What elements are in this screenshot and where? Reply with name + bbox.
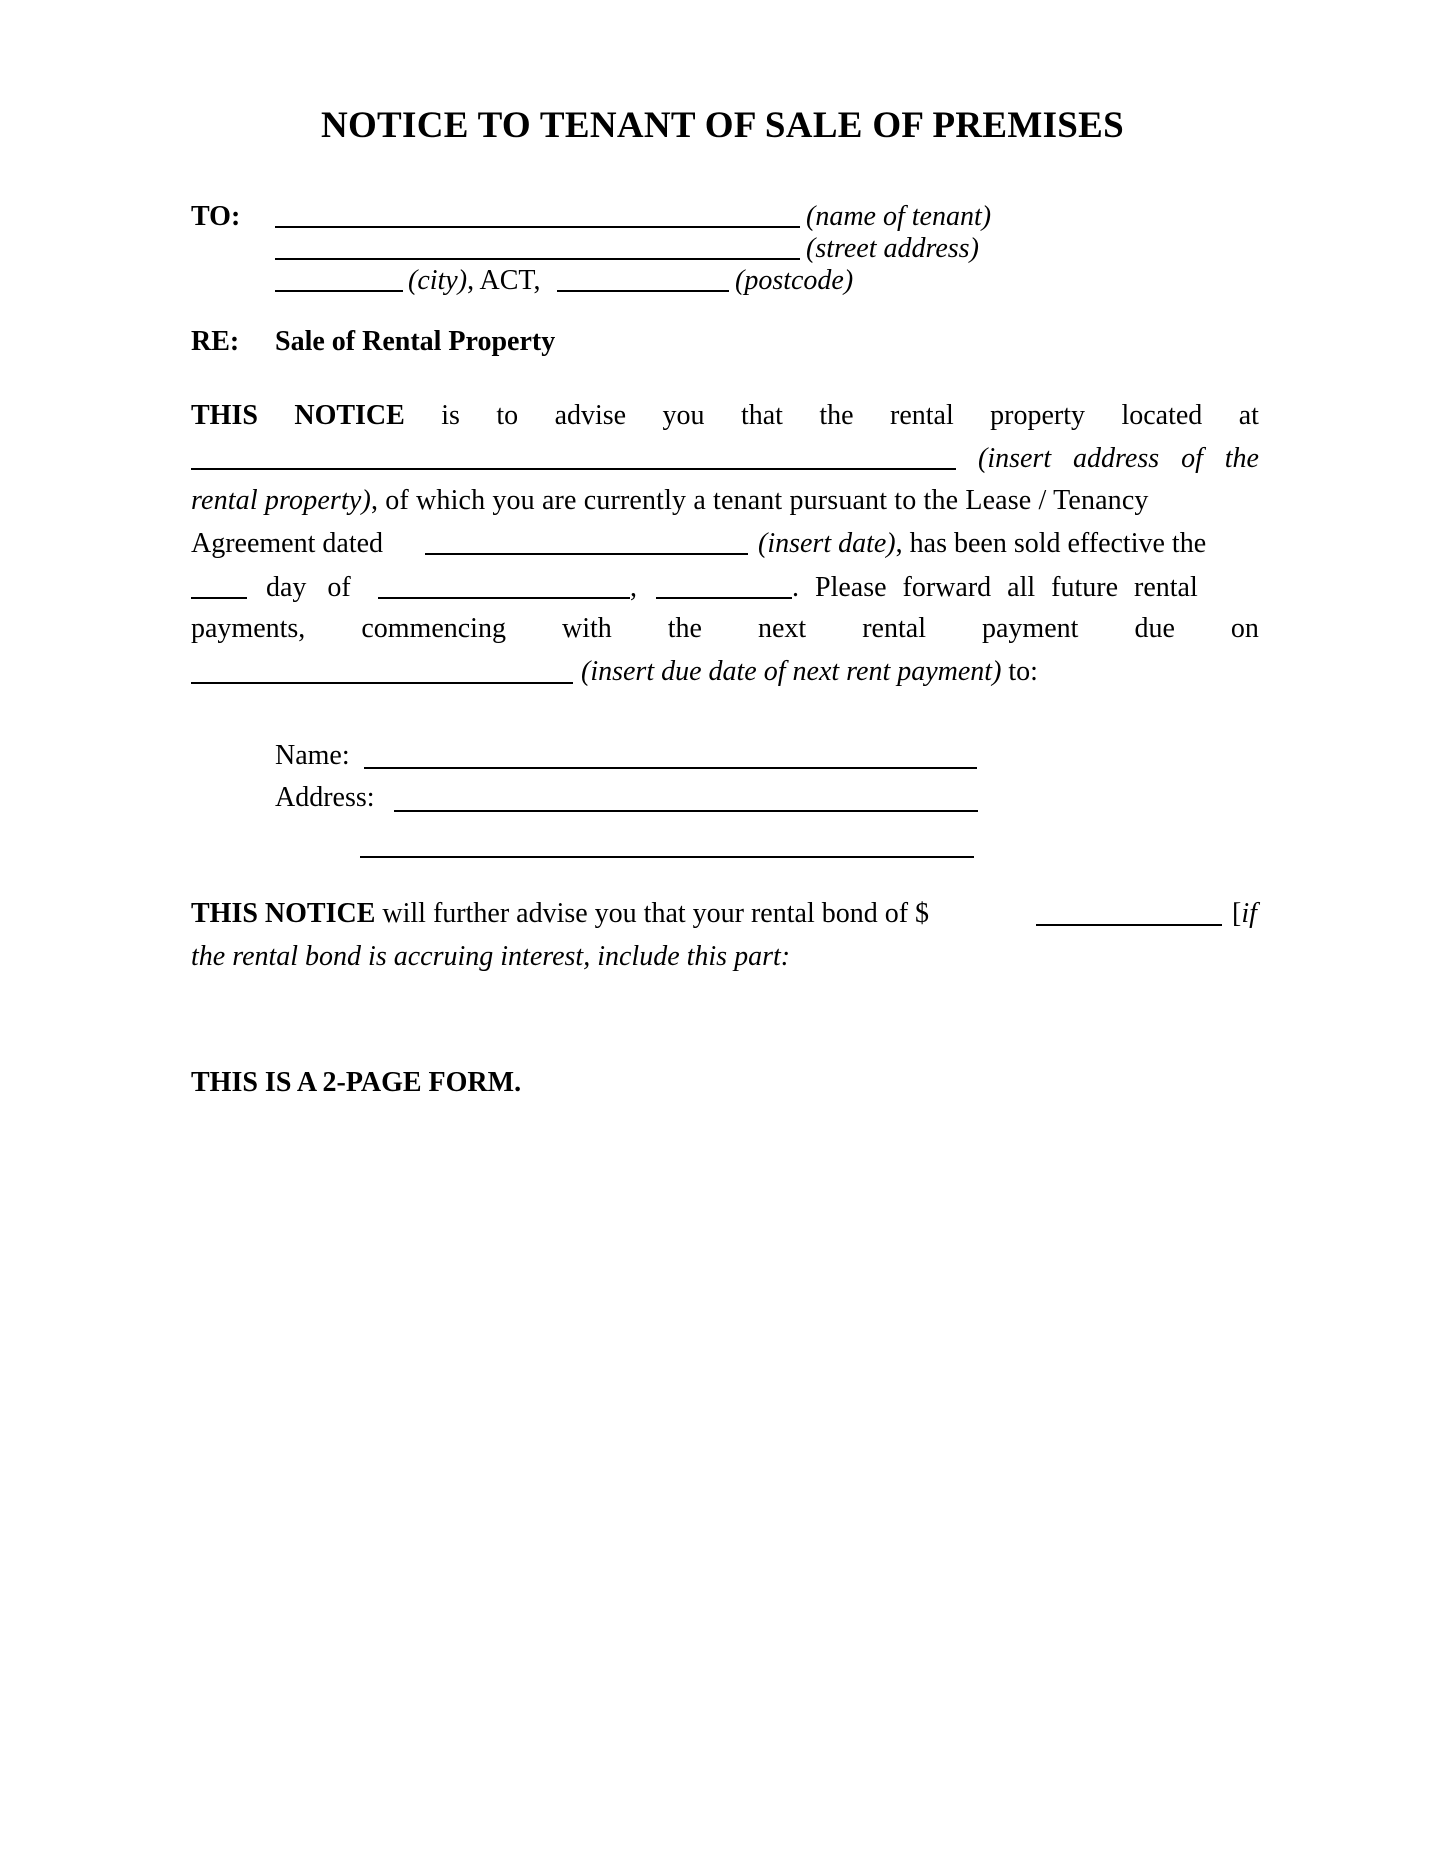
postcode-hint: (postcode) [735, 265, 854, 296]
word: is [441, 400, 460, 431]
payee-name-label: Name: [275, 740, 350, 771]
payee-name-blank[interactable] [364, 767, 977, 769]
word: the [1224, 443, 1259, 474]
two-page-note: THIS IS A 2-PAGE FORM. [191, 1067, 522, 1098]
bracket: [ [1232, 898, 1242, 929]
para1-line3 [191, 484, 1149, 518]
word: commencing [361, 613, 506, 644]
to-label: TO: [191, 201, 241, 232]
word: payment [982, 613, 1079, 644]
para1-line1 [191, 399, 1259, 433]
street-address-blank[interactable] [275, 258, 800, 260]
word: advise [554, 400, 627, 431]
insert-date-hint: (insert date) [758, 528, 896, 559]
word: next [758, 613, 807, 644]
city-hint: (city) [408, 265, 468, 296]
agreement-dated-label: Agreement dated [191, 528, 384, 559]
word: of [1181, 443, 1203, 474]
sold-effective-text: , has been sold effective the [895, 528, 1207, 559]
word: (insert [978, 443, 1052, 474]
next-due-date-blank[interactable] [191, 682, 573, 684]
word: located [1121, 400, 1203, 431]
para1-line6 [191, 612, 1259, 646]
agreement-date-blank[interactable] [425, 553, 748, 555]
please-forward-text: . Please forward all future rental [792, 572, 1198, 603]
word: payments, [191, 613, 306, 644]
word: rental [862, 613, 926, 644]
street-hint: (street address) [806, 233, 979, 264]
insert-address-hint [978, 442, 1259, 476]
line3-text: , of which you are currently a tenant pursuant to the Lease / Tenancy [370, 485, 1149, 516]
word: due [1134, 613, 1175, 644]
comma: , [630, 572, 637, 603]
word: that [740, 400, 783, 431]
word: on [1230, 613, 1259, 644]
para2-line2: the rental bond is accruing interest, include this part: [191, 941, 791, 972]
if-word: if [1241, 898, 1257, 929]
this-notice-bold: THIS NOTICE [191, 898, 376, 929]
postcode-blank[interactable] [557, 290, 729, 292]
tenant-name-blank[interactable] [275, 226, 800, 228]
word: at [1238, 400, 1259, 431]
name-hint: (name of tenant) [806, 201, 992, 232]
payee-address-blank[interactable] [394, 810, 978, 812]
effective-month-blank[interactable] [378, 597, 630, 599]
word: with [561, 613, 612, 644]
word: to [496, 400, 519, 431]
document-title: NOTICE TO TENANT OF SALE OF PREMISES [320, 105, 1125, 146]
state-text: , ACT, [467, 265, 541, 296]
due-date-hint: (insert due date of next rent payment) [581, 656, 1002, 687]
para2-line1 [191, 897, 929, 931]
to-colon: to: [1001, 656, 1038, 687]
day-of-label: day of [266, 572, 351, 603]
para1-line7 [581, 655, 1038, 689]
property-address-blank[interactable] [191, 468, 956, 470]
re-subject: Sale of Rental Property [275, 326, 556, 357]
para2-text: will further advise you that your rental bond of $ [375, 898, 930, 929]
word: property [990, 400, 1086, 431]
effective-year-blank[interactable] [656, 597, 792, 599]
word: the [667, 613, 702, 644]
city-state-line [408, 264, 540, 298]
payee-address-blank-2[interactable] [360, 856, 974, 858]
rental-property-hint: rental property) [191, 485, 371, 516]
word: NOTICE [294, 400, 405, 431]
word: you [662, 400, 705, 431]
city-blank[interactable] [275, 290, 403, 292]
re-label: RE: [191, 326, 240, 357]
bond-amount-blank[interactable] [1036, 924, 1222, 926]
effective-day-blank[interactable] [191, 597, 247, 599]
word: rental [890, 400, 954, 431]
word: the [819, 400, 854, 431]
payee-address-label: Address: [275, 782, 375, 813]
para1-line4-rest [758, 527, 1206, 561]
para2-bracket [1232, 897, 1257, 931]
word: address [1073, 443, 1160, 474]
word: THIS [191, 400, 258, 431]
